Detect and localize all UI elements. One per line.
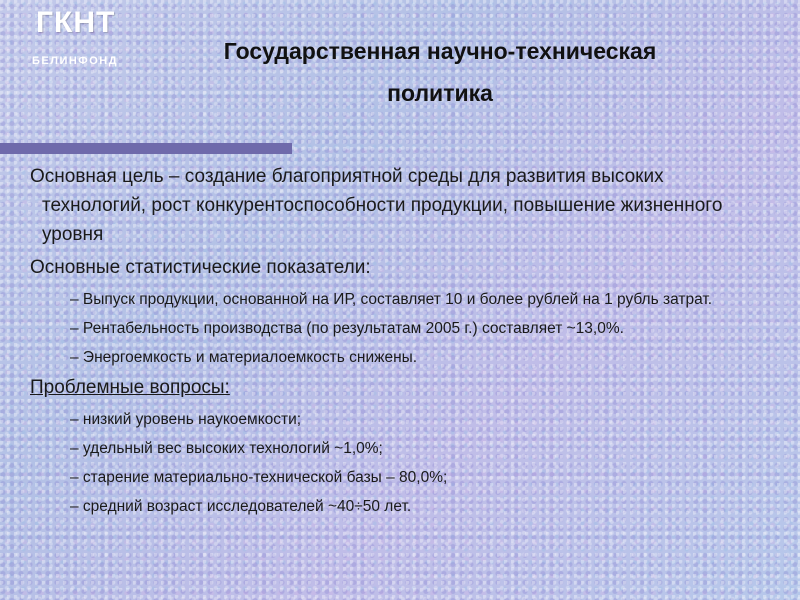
slide-title-line-1: Государственная научно-техническая <box>223 38 657 64</box>
problems-item: – удельный вес высоких технологий ~1,0%; <box>70 440 383 457</box>
logo-subtitle: БЕЛИНФОНД <box>32 55 119 67</box>
slide-title-line-2: политика <box>387 80 493 106</box>
slide-body <box>30 162 770 522</box>
slide-title <box>140 30 740 114</box>
problems-item: – старение материально-технической базы – 80,0%; <box>70 469 448 486</box>
stats-item: – Энергоемкость и материалоемкость снижены. <box>70 349 418 366</box>
problems-heading-link[interactable]: Проблемные вопросы: <box>30 377 230 398</box>
goal-bullet: Основная цель – создание благоприятной среды для развития высоких технологий, рост конкурентоспособности продукции, повышение жизненного уровня <box>30 166 723 245</box>
stats-item: – Выпуск продукции, основанной на ИР, составляет 10 и более рублей на 1 рубль затрат. <box>70 291 713 308</box>
title-divider-bar <box>0 143 292 154</box>
problems-item: – средний возраст исследователей ~40÷50 лет. <box>70 498 412 515</box>
stats-heading: Основные статистические показатели: <box>30 257 371 278</box>
stats-item: – Рентабельность производства (по результатам 2005 г.) составляет ~13,0%. <box>70 320 624 337</box>
problems-item: – низкий уровень наукоемкости; <box>70 411 302 428</box>
logo-title: ГКНТ <box>36 6 116 39</box>
